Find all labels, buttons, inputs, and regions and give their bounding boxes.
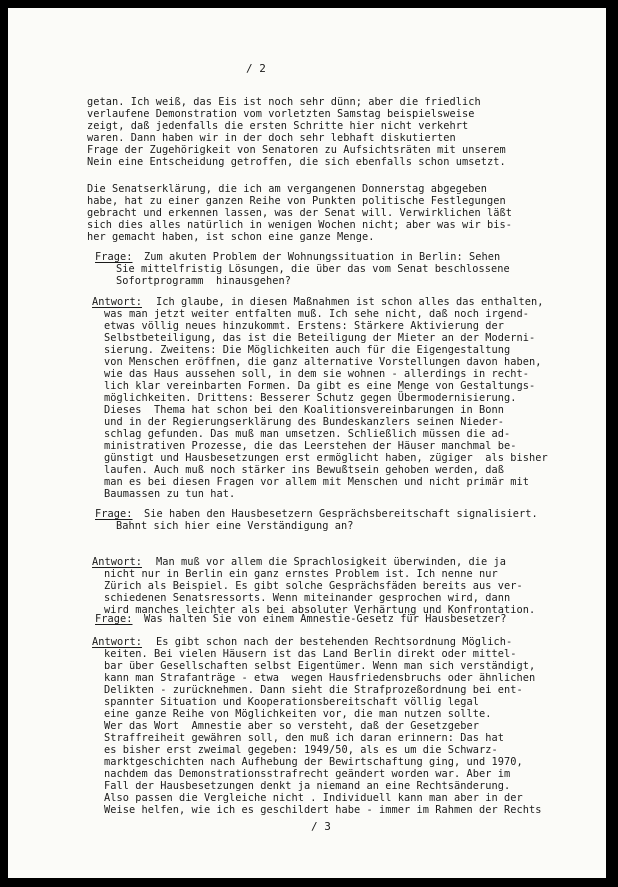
text-line: Sie mittelfristig Lösungen, die über das vom Senat beschlossene	[116, 263, 510, 275]
text-line: schiedenen Senatsressorts. Wenn miteinander gesprochen wird, dann	[104, 592, 511, 604]
text-line: es bisher erst zweimal gegeben: 1949/50, als es um die Schwarz-	[104, 744, 498, 756]
answer-label: Antwort:	[92, 636, 142, 648]
text-line: spannter Situation und Kooperationsbereitschaft völlig legal	[104, 696, 479, 708]
text-line: getan. Ich weiß, das Eis ist noch sehr dünn; aber die friedlich	[87, 96, 481, 108]
text-line: was man jetzt weiter entfalten muß. Ich sehe nicht, daß noch irgend-	[104, 308, 529, 320]
text-line: Ich glaube, in diesen Maßnahmen ist schon alles das enthalten,	[156, 296, 544, 308]
text-line: Zum akuten Problem der Wohnungssituation in Berlin: Sehen	[144, 251, 501, 263]
question-label: Frage:	[95, 508, 133, 520]
text-line: kann man Strafanträge - etwa wegen Hausfriedensbruchs oder ähnlichen	[104, 672, 536, 684]
text-line: wie das Haus aussehen soll, in dem sie wohnen - allerdings in recht-	[104, 368, 529, 380]
answer-label: Antwort:	[92, 556, 142, 568]
text-line: Straffreiheit gewähren soll, den muß ich daran erinnern: Das hat	[104, 732, 504, 744]
text-line: Was halten Sie von einem Amnestie-Gesetz für Hausbesetzer?	[144, 613, 507, 625]
text-line: bar über Gesellschaften selbst Eigentümer. Wenn man sich verständigt,	[104, 660, 536, 672]
text-line: etwas völlig neues hinzukommt. Erstens: Stärkere Aktivierung der	[104, 320, 504, 332]
text-line: Zürich als Beispiel. Es gibt solche Gesprächsfäden bereits aus ver-	[104, 580, 523, 592]
text-line: eine ganze Reihe von Möglichkeiten vor, die man nutzen sollte.	[104, 708, 492, 720]
page-header: / 2	[246, 62, 266, 75]
text-line: verlaufene Demonstration vom vorletzten Samstag beispielsweise	[87, 108, 475, 120]
text-line: sierung. Zweitens: Die Möglichkeiten auch für die Eigengestaltung	[104, 344, 511, 356]
text-line: günstigt und Hausbesetzungen erst ermöglicht haben, zügiger als bisher	[104, 452, 548, 464]
text-line: nicht nur in Berlin ein ganz ernstes Problem ist. Ich nenne nur	[104, 568, 498, 580]
question-label: Frage:	[95, 613, 133, 625]
text-line: Die Senatserklärung, die ich am vergangenen Donnerstag abgegeben	[87, 183, 487, 195]
text-line: Baumassen zu tun hat.	[104, 488, 236, 500]
text-line: ministrativen Prozesse, die das Leerstehen der Häuser manchmal be-	[104, 440, 517, 452]
text-line: man es bei diesen Fragen vor allem mit Menschen und nicht primär mit	[104, 476, 529, 488]
text-line: her gemacht haben, ist schon eine ganze Menge.	[87, 231, 375, 243]
text-line: nachdem das Demonstrationsstrafrecht geändert worden war. Aber im	[104, 768, 511, 780]
text-line: lich klar vereinbarten Formen. Da gibt es eine Menge von Gestaltungs-	[104, 380, 536, 392]
text-line: Nein eine Entscheidung getroffen, die sich ebenfalls schon umsetzt.	[87, 156, 506, 168]
text-line: Selbstbeteiligung, das ist die Beteiligung der Mieter an der Moderni-	[104, 332, 536, 344]
text-line: waren. Dann haben wir in der doch sehr lebhaft diskutierten	[87, 132, 456, 144]
text-line: Frage der Zugehörigkeit von Senatoren zu Aufsichtsräten mit unserem	[87, 144, 506, 156]
text-line: Sie haben den Hausbesetzern Gesprächsbereitschaft signalisiert.	[144, 508, 538, 520]
text-line: Weise helfen, wie ich es geschildert habe - immer im Rahmen der Rechts	[104, 804, 542, 816]
text-line: Bahnt sich hier eine Verständigung an?	[116, 520, 354, 532]
document-page	[8, 8, 606, 878]
text-line: Es gibt schon nach der bestehenden Rechtsordnung Möglich-	[156, 636, 513, 648]
text-line: habe, hat zu einer ganzen Reihe von Punkten politische Festlegungen	[87, 195, 506, 207]
text-line: Also passen die Vergleiche nicht . Individuell kann man aber in der	[104, 792, 523, 804]
text-line: schlag gefunden. Das muß man umsetzen. Schließlich müssen die ad-	[104, 428, 511, 440]
text-line: Fall der Hausbesetzungen denkt ja niemand an eine Rechtsänderung.	[104, 780, 511, 792]
text-line: marktgeschichten nach Aufhebung der Bewirtschaftung ging, und 1970,	[104, 756, 523, 768]
question-label: Frage:	[95, 251, 133, 263]
text-line: laufen. Auch muß noch stärker ins Bewußtsein gehoben werden, daß	[104, 464, 504, 476]
text-line: zeigt, daß jedenfalls die ersten Schritte hier nicht verkehrt	[87, 120, 469, 132]
answer-label: Antwort:	[92, 296, 142, 308]
text-line: wird manches leichter als bei absoluter Verhärtung und Konfrontation.	[104, 604, 536, 616]
text-line: Delikten - zurücknehmen. Dann sieht die Strafprozeßordnung bei ent-	[104, 684, 523, 696]
text-line: keiten. Bei vielen Häusern ist das Land Berlin direkt oder mittel-	[104, 648, 517, 660]
text-line: Wer das Wort Amnestie aber so versteht, daß der Gesetzgeber	[104, 720, 479, 732]
text-line: und in der Regierungserklärung des Bundeskanzlers seinen Nieder-	[104, 416, 504, 428]
text-line: von Menschen eröffnen, die ganz alternative Vorstellungen davon haben,	[104, 356, 542, 368]
page-footer: / 3	[311, 820, 331, 833]
text-line: sich dies alles natürlich in wenigen Wochen nicht; aber was wir bis-	[87, 219, 512, 231]
text-line: möglichkeiten. Drittens: Besserer Schutz gegen Übermodernisierung.	[104, 392, 517, 404]
text-line: Man muß vor allem die Sprachlosigkeit überwinden, die ja	[156, 556, 506, 568]
text-line: Sofortprogramm hinausgehen?	[116, 275, 291, 287]
text-line: Dieses Thema hat schon bei den Koalitionsvereinbarungen in Bonn	[104, 404, 504, 416]
text-line: gebracht und erkennen lassen, was der Senat will. Verwirklichen läßt	[87, 207, 512, 219]
